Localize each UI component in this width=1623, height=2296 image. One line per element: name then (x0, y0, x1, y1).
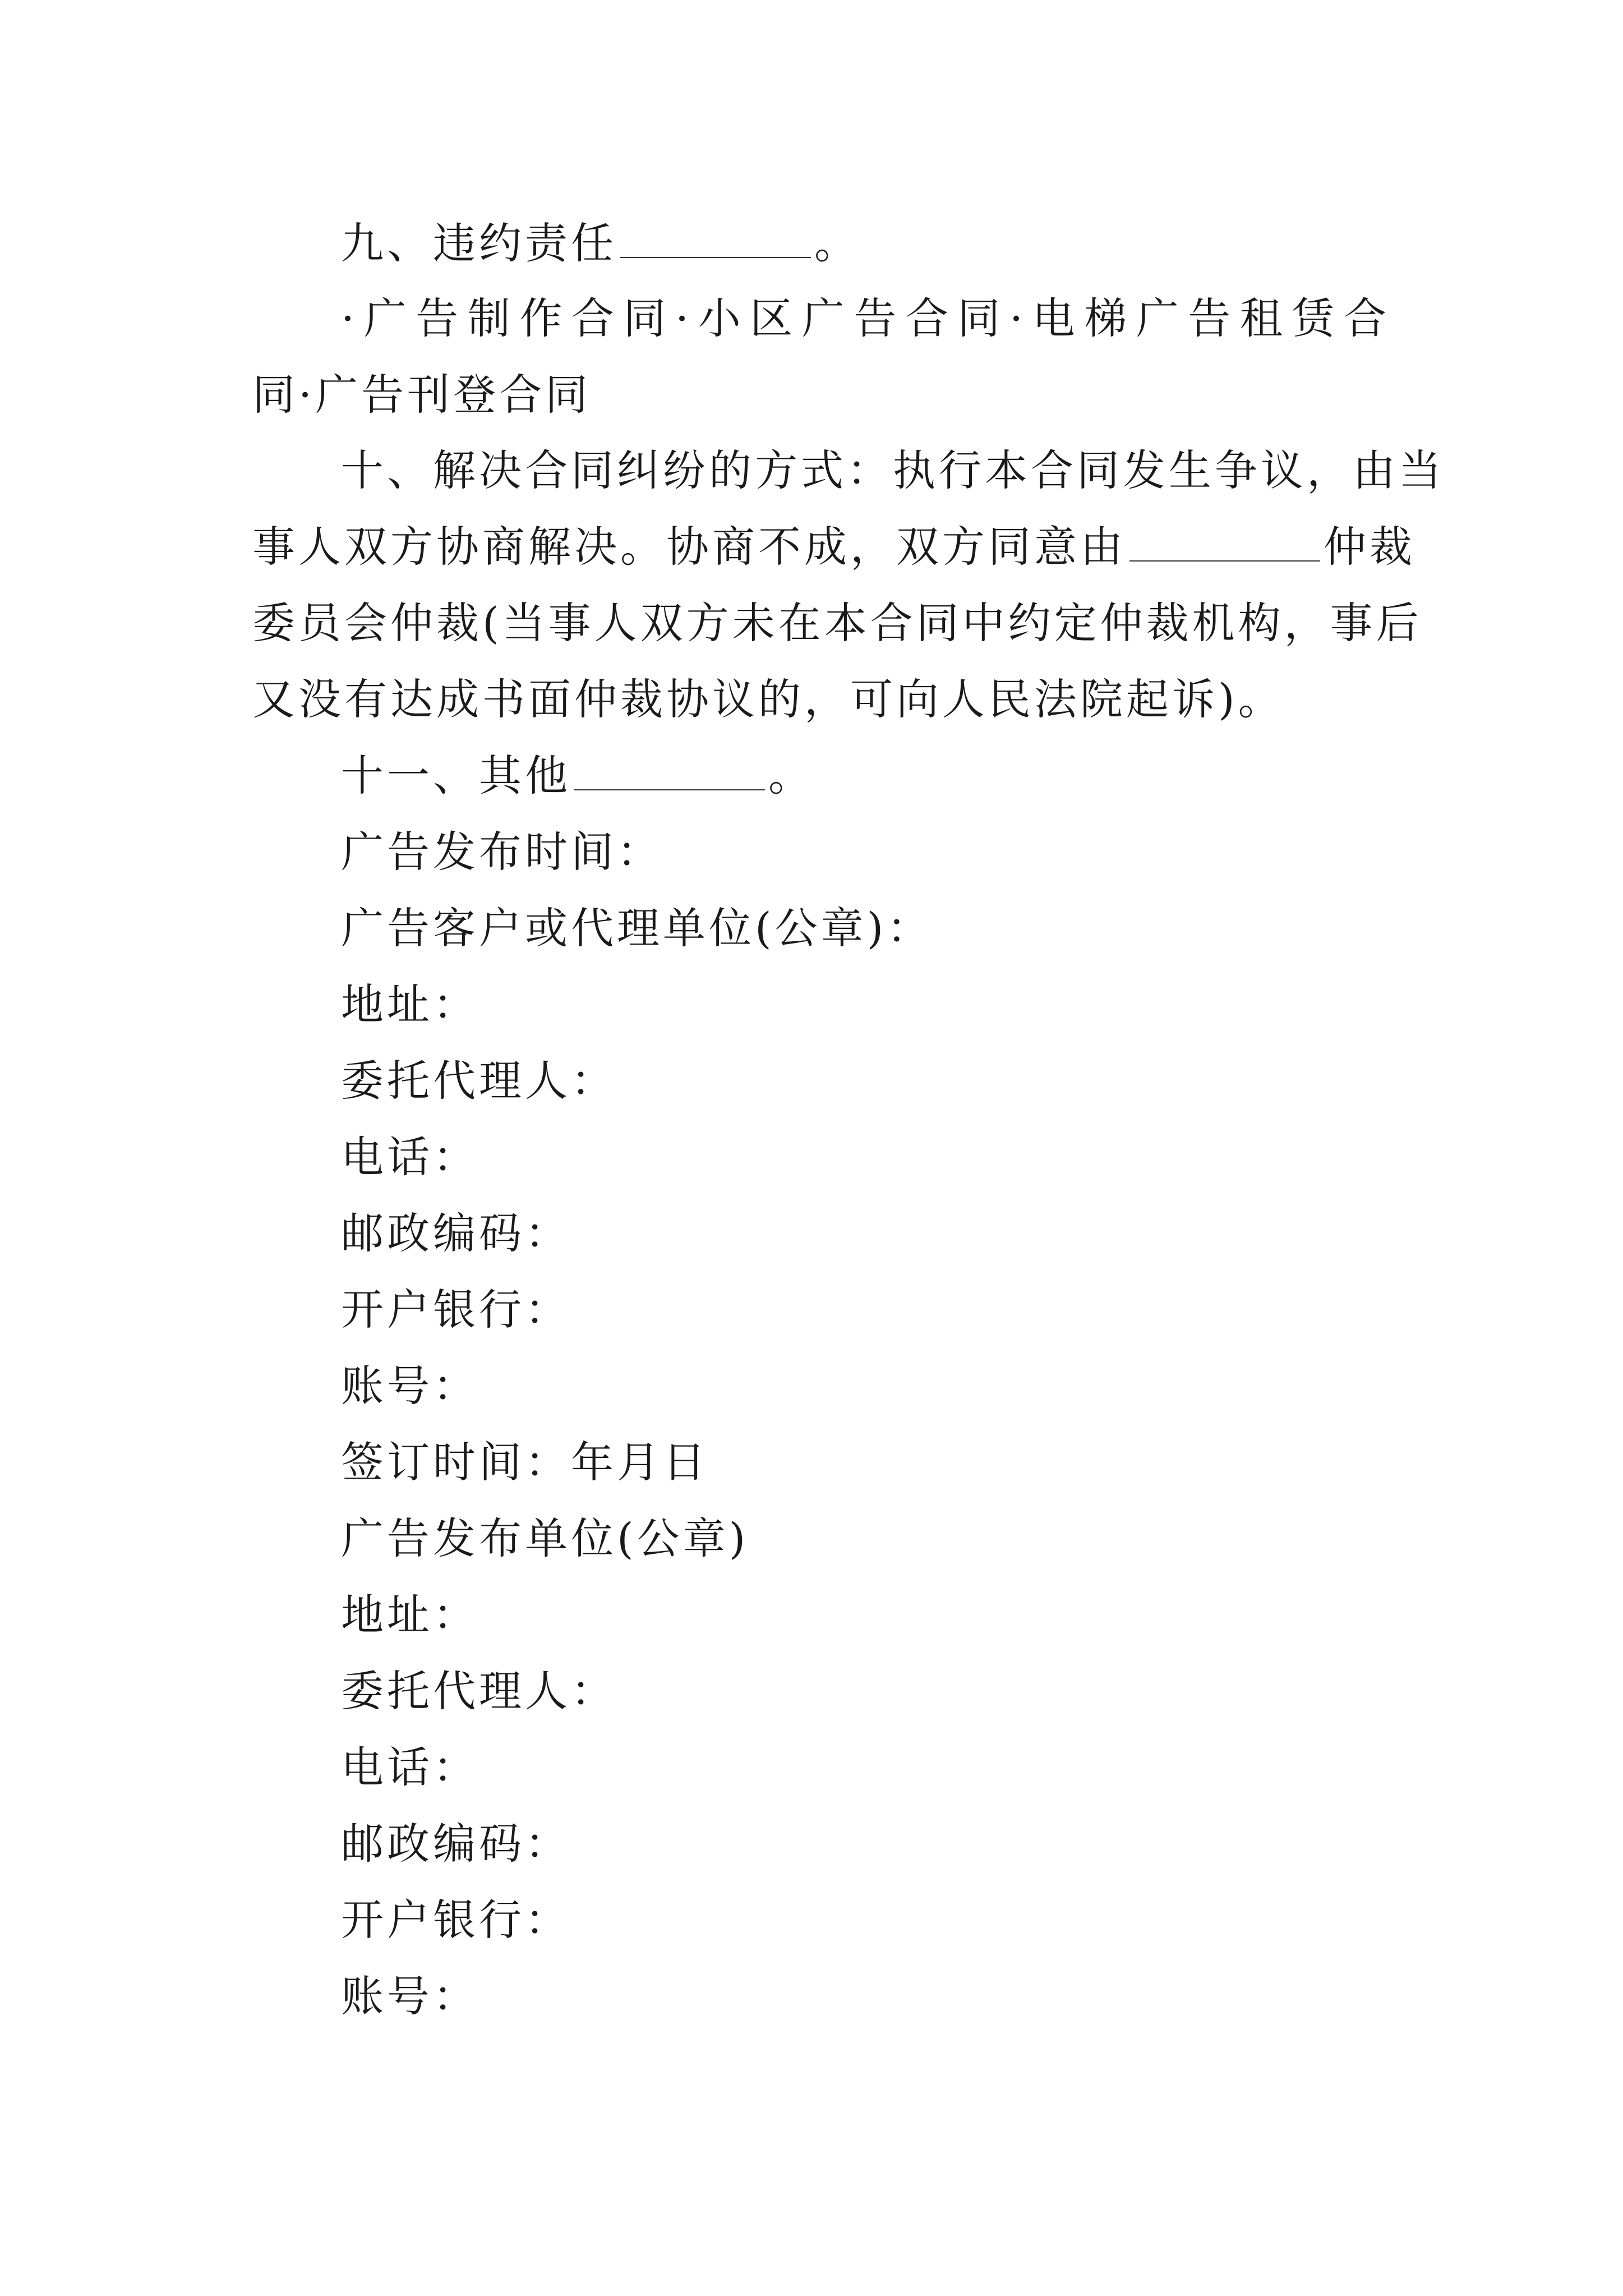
clause-eleven (341, 738, 1390, 814)
client-phone-label: 电话： (341, 1132, 479, 1182)
clause-ten-arbitration: 仲裁 (1324, 522, 1415, 572)
sign-time-label: 签订时间：年月日 (341, 1437, 709, 1487)
publisher-account-label: 账号： (341, 1971, 479, 2021)
client-unit-label: 广告客户或代理单位(公章)： (341, 903, 933, 953)
clause-nine-end: 。 (814, 218, 860, 268)
publish-time-label: 广告发布时间： (341, 827, 663, 877)
client-agent-label: 委托代理人： (341, 1056, 617, 1106)
client-account-label: 账号： (341, 1361, 479, 1411)
clause-eleven-end: 。 (768, 751, 814, 800)
publisher-phone-label: 电话： (341, 1742, 479, 1792)
client-address-label: 地址： (341, 979, 479, 1029)
clause-eleven-label: 十一、其他 (341, 751, 571, 800)
publisher-address-label: 地址： (341, 1590, 479, 1640)
clause-ten-line-3: 委员会仲裁(当事人双方未在本合同中约定仲裁机构，事后 (252, 598, 1422, 648)
clause-ten-line-2 (252, 509, 1415, 585)
arbitration-blank (1129, 558, 1320, 562)
related-links-line-2: 同·广告刊登合同 (252, 370, 592, 420)
publisher-bank-label: 开户银行： (341, 1895, 571, 1945)
clause-eleven-blank (574, 787, 765, 790)
publisher-unit-label: 广告发布单位(公章) (341, 1513, 749, 1563)
related-links-line-1: ·广告制作合同·小区广告合同·电梯广告租赁合 (341, 293, 1390, 343)
clause-nine-label: 九、违约责任 (341, 218, 617, 268)
clause-ten-line-4: 又没有达成书面仲裁协议的，可向人民法院起诉)。 (252, 674, 1284, 724)
publisher-agent-label: 委托代理人： (341, 1666, 617, 1716)
clause-nine-blank (620, 255, 811, 258)
clause-ten-text: 事人双方协商解决。协商不成，双方同意由 (252, 522, 1126, 572)
clause-nine (341, 205, 1390, 282)
client-postcode-label: 邮政编码： (341, 1208, 571, 1258)
publisher-postcode-label: 邮政编码： (341, 1819, 571, 1869)
client-bank-label: 开户银行： (341, 1285, 571, 1335)
clause-ten-line-1: 十、解决合同纠纷的方式：执行本合同发生争议，由当 (341, 445, 1445, 495)
